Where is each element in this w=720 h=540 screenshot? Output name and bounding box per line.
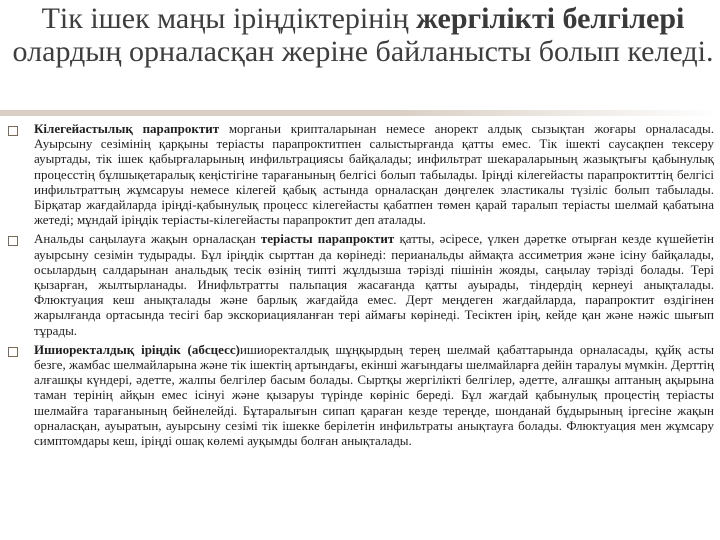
item-body: ишиоректалдық шұңқырдың терең шелмай қабаттарында орналасады, құйқ асты безге, жамбас шелмайларына және тік ішектің артындағы, екінші жағындағы шелмайларға дейін таралуы мүмкін. Дерттің алғашқы күндері, әдетте, жалпы белгілер басым болады. Сыртқы жергілікті белгілер, әдетте, алғашқы аптаның ақырына таман терінің айқын емес ісінуі және қызаруы түрінде көрініс береді. Бұл жағдай қабынулық процестің теріасты шелмайға тарағанының бейнелейді. Бұтаралығын сипап қараған кезде тереңде, шонданай бұдырының іргесіне жақын орналасқан, ауыратын, ауырсыну сезімі тік ішекке берілетін инфильтраты анықтауға болады. Флюктуация мен жұмсару симптомдары кеш, іріңді ошақ көлемі ауқымды болған анықталады. (34, 341, 715, 449)
list-item (8, 342, 714, 448)
item-text (34, 342, 714, 448)
item-text (34, 231, 714, 337)
square-bullet-icon (8, 236, 18, 246)
item-bold: Ишиоректалдық іріңдік (абсцесс) (34, 341, 240, 357)
bullet-list (8, 121, 714, 452)
square-bullet-icon (8, 126, 18, 136)
list-item (8, 121, 714, 227)
item-body: морганьи крипталарынан немесе анорект алдық сызықтан жоғары орналасады. Ауырсыну сезімінің қарқыны теріасты парапроктитпен салыстырғанда қатты емес. Тік ішекті саусақпен тексеру ауыртады, тік ішек қабырғаларының инфильтрациясы байқалады; инфильтрат шекараларының жазықтығы қабынулық процесстің бұлшықетаралық кеңістігіне тарағанының белгісі болып табылады. Іріңді кілегейасты парапроктиттің белгісі инфильтраттың жұмсаруы немесе кілегей қабық астында орналасқан дөңгелек эластикалы түзіліс болып табылады. Бірқатар жағдайларда іріңді-қабынулық процесс кілегейасты қабатпен төмен қарай таралып теріасты шелмай қабатына жетеді; мұндай іріңдік теріасты-кілегейасты парапроктит деп аталады. (34, 121, 714, 228)
title-accent-bar (0, 110, 720, 116)
list-item (8, 231, 714, 337)
item-bold: Кілегейастылық парапроктит (34, 121, 220, 136)
square-bullet-icon (8, 347, 18, 357)
title-prefix: Тік ішек маңы іріңдіктерінің (41, 2, 417, 35)
item-pre: Анальды саңылауға жақын орналасқан (34, 231, 261, 247)
slide-title (10, 2, 716, 68)
title-bold: жергілікті белгілері (416, 2, 685, 35)
item-body: қатты, әсіресе, үлкен дәретке отырған кезде күшейетін ауырсыну сезімін тудырады. Бұл іріңдік сырттан да көрінеді: перианальды аймақта ассиметрия және ісіну байқалады, осылардың салдарынан анальдық тесік өзінің типті жұлдызша тәрізді пішінін жояды, саңылау тәрізді болады. Тері қызарған, жылтырланады. Инифльтратты пальпация жасағанда қатты ауырады, тіндердің кернеуі анықталады. Флюктуация кеш анықталады және барлық жағдайда емес. Дерт меңдеген жағдайларда, парапроктит өздігінен жарылғанда ортасында тесігі бар экскориацияланған тері аймағы көрінеді. Тесіктен ірің, кейде қан және нәжіс шығып тұрады. (34, 231, 714, 338)
item-text (34, 121, 714, 227)
item-bold: теріасты парапроктит (260, 231, 395, 247)
title-suffix: олардың орналасқан жеріне байланысты болып келеді. (12, 35, 714, 68)
